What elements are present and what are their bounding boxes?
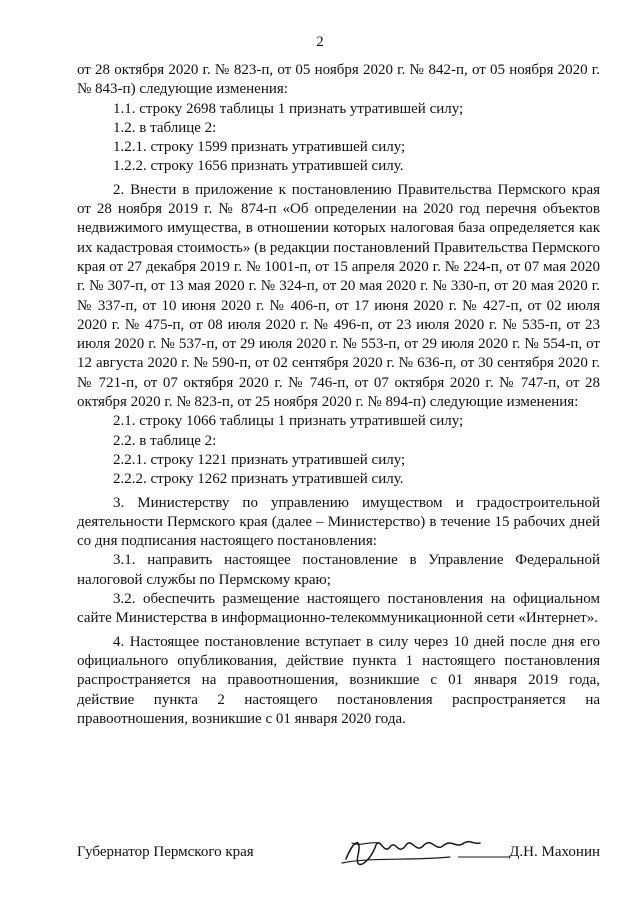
paragraph: 2.2.2. строку 1262 признать утратившей силу. [113, 471, 404, 488]
paragraph: 4. Настоящее постановление вступает в силу через 10 дней после дня его официального опубликования, действие пункта 1 настоящего постановления распространяется на правоотношения, возникшие с 01 января 2019 года, действие пункта 2 настоящего постановления распространяется на правоотношения, возникшие с 01 января 2020 года. [77, 633, 600, 727]
paragraph: 2.2.1. строку 1221 признать утратившей силу; [113, 451, 406, 468]
paragraph: 2. Внести в приложение к постановлению Правительства Пермского края от 28 ноября 2019 г. № 874-п «Об определении на 2020 год перечня объектов недвижимого имущества, в отношении которых налоговая база определяется как их кадастровая стоимость» (в редакции постановлений Правительства Пермского края от 27 декабря 2019 г. № 1001-п, от 15 апреля 2020 г. № 224-п, от 07 мая 2020 г. № 307-п, от 13 мая 2020 г. № 324-п, от 20 мая 2020 г. № 330-п, от 20 мая 2020 г. № 337-п, от 10 июня 2020 г. № 406-п, от 17 июня 2020 г. № 427-п, от 02 июля 2020 г. № 475-п, от 08 июля 2020 г. № 496-п, от 23 июля 2020 г. № 535-п, от 23 июля 2020 г. № 537-п, от 29 июля 2020 г. № 553-п, от 29 июля 2020 г. № 554-п, от 12 августа 2020 г. № 590-п, от 02 сентября 2020 г. № 636-п, от 30 сентября 2020 г. № 721-п, от 07 октября 2020 г. № 746-п, от 07 октября 2020 г. № 747-п, от 28 октября 2020 г. № 823-п, от 25 ноября 2020 г. № 894-п) следующие изменения: [77, 181, 600, 411]
paragraph: 3.2. обеспечить размещение настоящего постановления на официальном сайте Министерства в информационно-телекоммуникационной сети «Интернет». [77, 591, 600, 627]
page-number: 2 [316, 34, 324, 50]
paragraph: 2.2. в таблице 2: [113, 432, 217, 449]
paragraph: 3. Министерству по управлению имуществом и градостроительной деятельности Пермского края (далее – Министерство) в течение 15 рабочих дней со дня подписания настоящего постановления: [77, 494, 600, 550]
paragraph: от 28 октября 2020 г. № 823-п, от 05 ноября 2020 г. № 842-п, от 05 ноября 2020 г. № 843-п) следующие изменения: [77, 62, 600, 98]
paragraph: 3.1. направить настоящее постановление в Управление Федеральной налоговой службы по Пермскому краю; [77, 552, 600, 588]
signature-block [77, 843, 600, 879]
paragraph: 1.2.2. строку 1656 признать утратившей силу. [113, 158, 404, 175]
paragraph: 1.1. строку 2698 таблицы 1 признать утратившей силу; [113, 100, 464, 117]
handwritten-signature-icon [340, 833, 512, 869]
document-body [77, 61, 600, 729]
paragraph: 1.2.1. строку 1599 признать утратившей силу; [113, 139, 406, 156]
paragraph: 2.1. строку 1066 таблицы 1 признать утратившей силу; [113, 413, 464, 430]
signer-name: Д.Н. Махонин [509, 844, 600, 860]
paragraph: 1.2. в таблице 2: [113, 119, 217, 136]
signer-title: Губернатор Пермского края [77, 844, 254, 860]
